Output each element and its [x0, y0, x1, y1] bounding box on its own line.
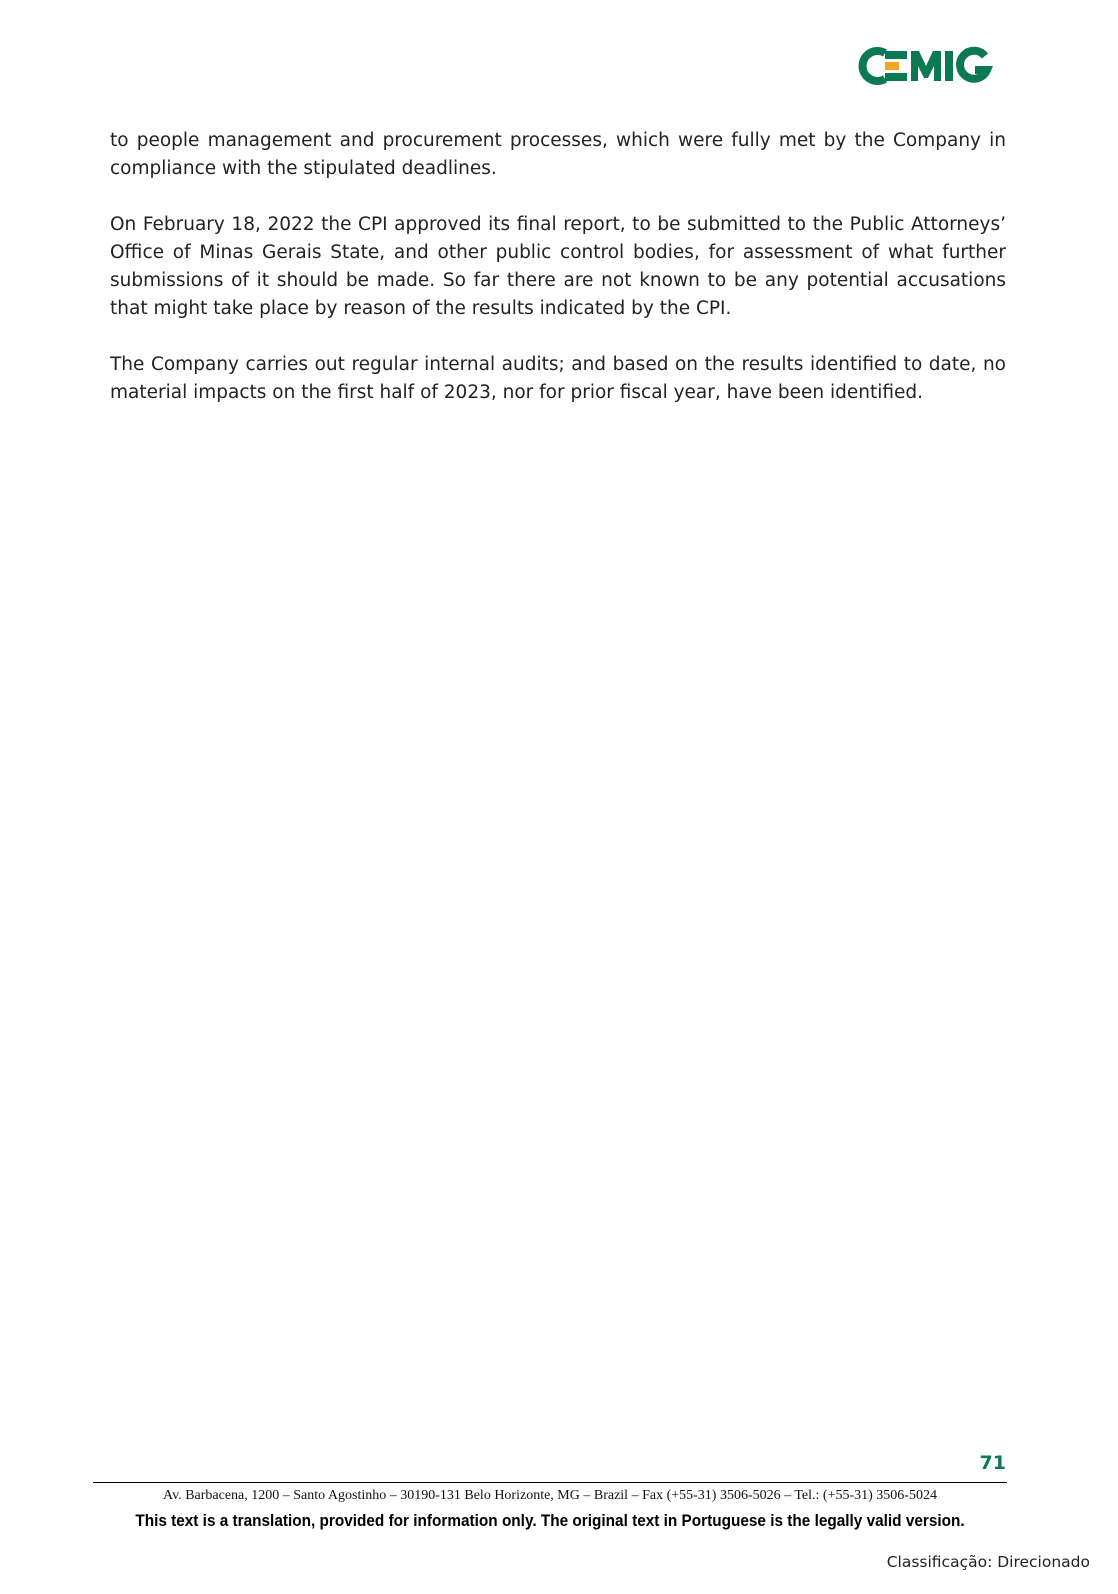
body-text: [110, 127, 1006, 435]
translation-disclaimer: This text is a translation, provided for information only. The original text in Portuguese is the legally valid version.: [135, 1512, 965, 1530]
footer-divider: [93, 1482, 1007, 1483]
cemig-logo-image: [855, 44, 1005, 88]
paragraph-internal-audits: The Company carries out regular internal audits; and based on the results identified to date, no material impacts on the first half of 2023, nor for prior fiscal year, have been identified.: [110, 354, 1006, 403]
page-number: 71: [979, 1452, 1006, 1474]
footer-address: Av. Barbacena, 1200 – Santo Agostinho – 30190-131 Belo Horizonte, MG – Brazil – Fax (+55-31) 3506-5026 – Tel.: (+55-31) 3506-5024: [163, 1488, 937, 1503]
classification-label: Classificação: Direcionado: [886, 1553, 1090, 1571]
cemig-logo: [855, 44, 1005, 88]
paragraph-procurement: to people management and procurement processes, which were fully met by the Company in compliance with the stipulated deadlines.: [110, 130, 1006, 179]
paragraph-cpi-report: On February 18, 2022 the CPI approved its final report, to be submitted to the Public Attorneys’ Office of Minas Gerais State, and other public control bodies, for assessment of what further submissions of it should be made. So far there are not known to be any potential accusations that might take place by reason of the results indicated by the CPI.: [110, 214, 1006, 319]
